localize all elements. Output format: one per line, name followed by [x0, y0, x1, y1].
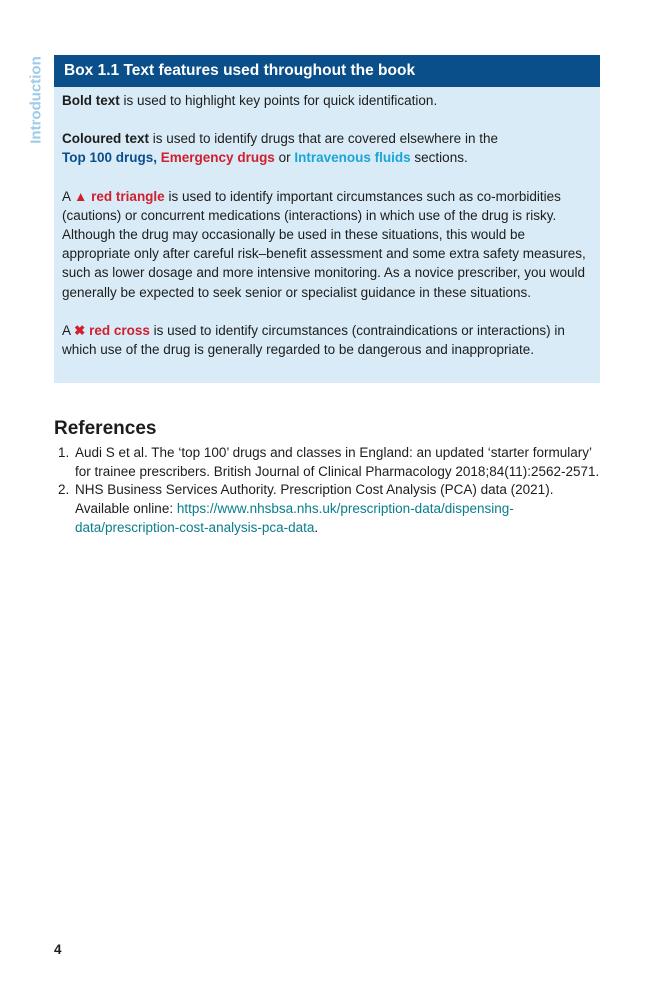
references-heading: References	[54, 418, 157, 439]
box-title: Box 1.1 Text features used throughout the book	[54, 55, 600, 87]
red-triangle-desc: is used to identify important circumstances such as co-morbidities (cautions) or concurrent medications (interactions) in which use of the drug is risky. Although the drug may occasionally be used in these situations, this would be appropriate only after careful risk–benefit assessment and some extra safety measures, such as lower dosage and more intensive monitoring. As a novice prescriber, you would generally be expected to seek senior or specialist guidance in these situations.	[62, 188, 586, 300]
pca-data-link[interactable]: https://www.nhsbsa.nhs.uk/prescription-data/dispensing-data/prescription-cost-analysis-pca-data	[75, 501, 514, 535]
sections-word: sections.	[414, 150, 468, 166]
reference-text: Audi S et al. The ‘top 100’ drugs and classes in England: an updated ‘starter formulary’ for trainee prescribers. British Journal of Clinical Pharmacology 2018;84(11):2562-2571.	[75, 445, 600, 479]
article-a: A	[62, 188, 71, 204]
text-features-box	[54, 55, 600, 383]
bold-text-term: Bold text	[62, 93, 120, 108]
references-list	[54, 444, 600, 538]
red-triangle-paragraph	[62, 187, 592, 302]
red-cross-desc: is used to identify circumstances (contraindications or interactions) in which use of the drug is generally regarded to be dangerous and inappropriate.	[62, 322, 565, 358]
coloured-text-desc: is used to identify drugs that are covered elsewhere in the	[149, 131, 498, 147]
or-word: or	[278, 150, 291, 166]
iv-fluids-label: Intravenous fluids	[294, 150, 411, 166]
emergency-label: Emergency drugs	[160, 150, 275, 166]
coloured-text-paragraph	[62, 129, 592, 167]
section-tab-label: Introduction	[27, 56, 45, 144]
red-cross-paragraph	[62, 321, 592, 359]
page-number: 4	[54, 942, 62, 957]
top100-label: Top 100 drugs,	[62, 150, 158, 166]
red-triangle-icon: ▲	[74, 188, 88, 204]
box-body	[54, 87, 600, 359]
reference-text: NHS Business Services Authority. Prescription Cost Analysis (PCA) data (2021). Available online:	[75, 482, 554, 517]
article-a: A	[62, 322, 71, 338]
section-tab	[26, 55, 46, 145]
red-triangle-term: red triangle	[91, 188, 165, 204]
red-cross-icon: ✖	[74, 322, 86, 338]
coloured-text-term: Coloured text	[62, 131, 150, 147]
reference-item	[73, 481, 600, 537]
bold-text-paragraph	[62, 91, 592, 110]
reference-item	[73, 444, 600, 481]
references-section	[54, 418, 600, 538]
red-cross-term: red cross	[89, 322, 150, 338]
bold-text-desc: is used to highlight key points for quick identification.	[119, 93, 438, 108]
reference-end: .	[314, 519, 319, 535]
